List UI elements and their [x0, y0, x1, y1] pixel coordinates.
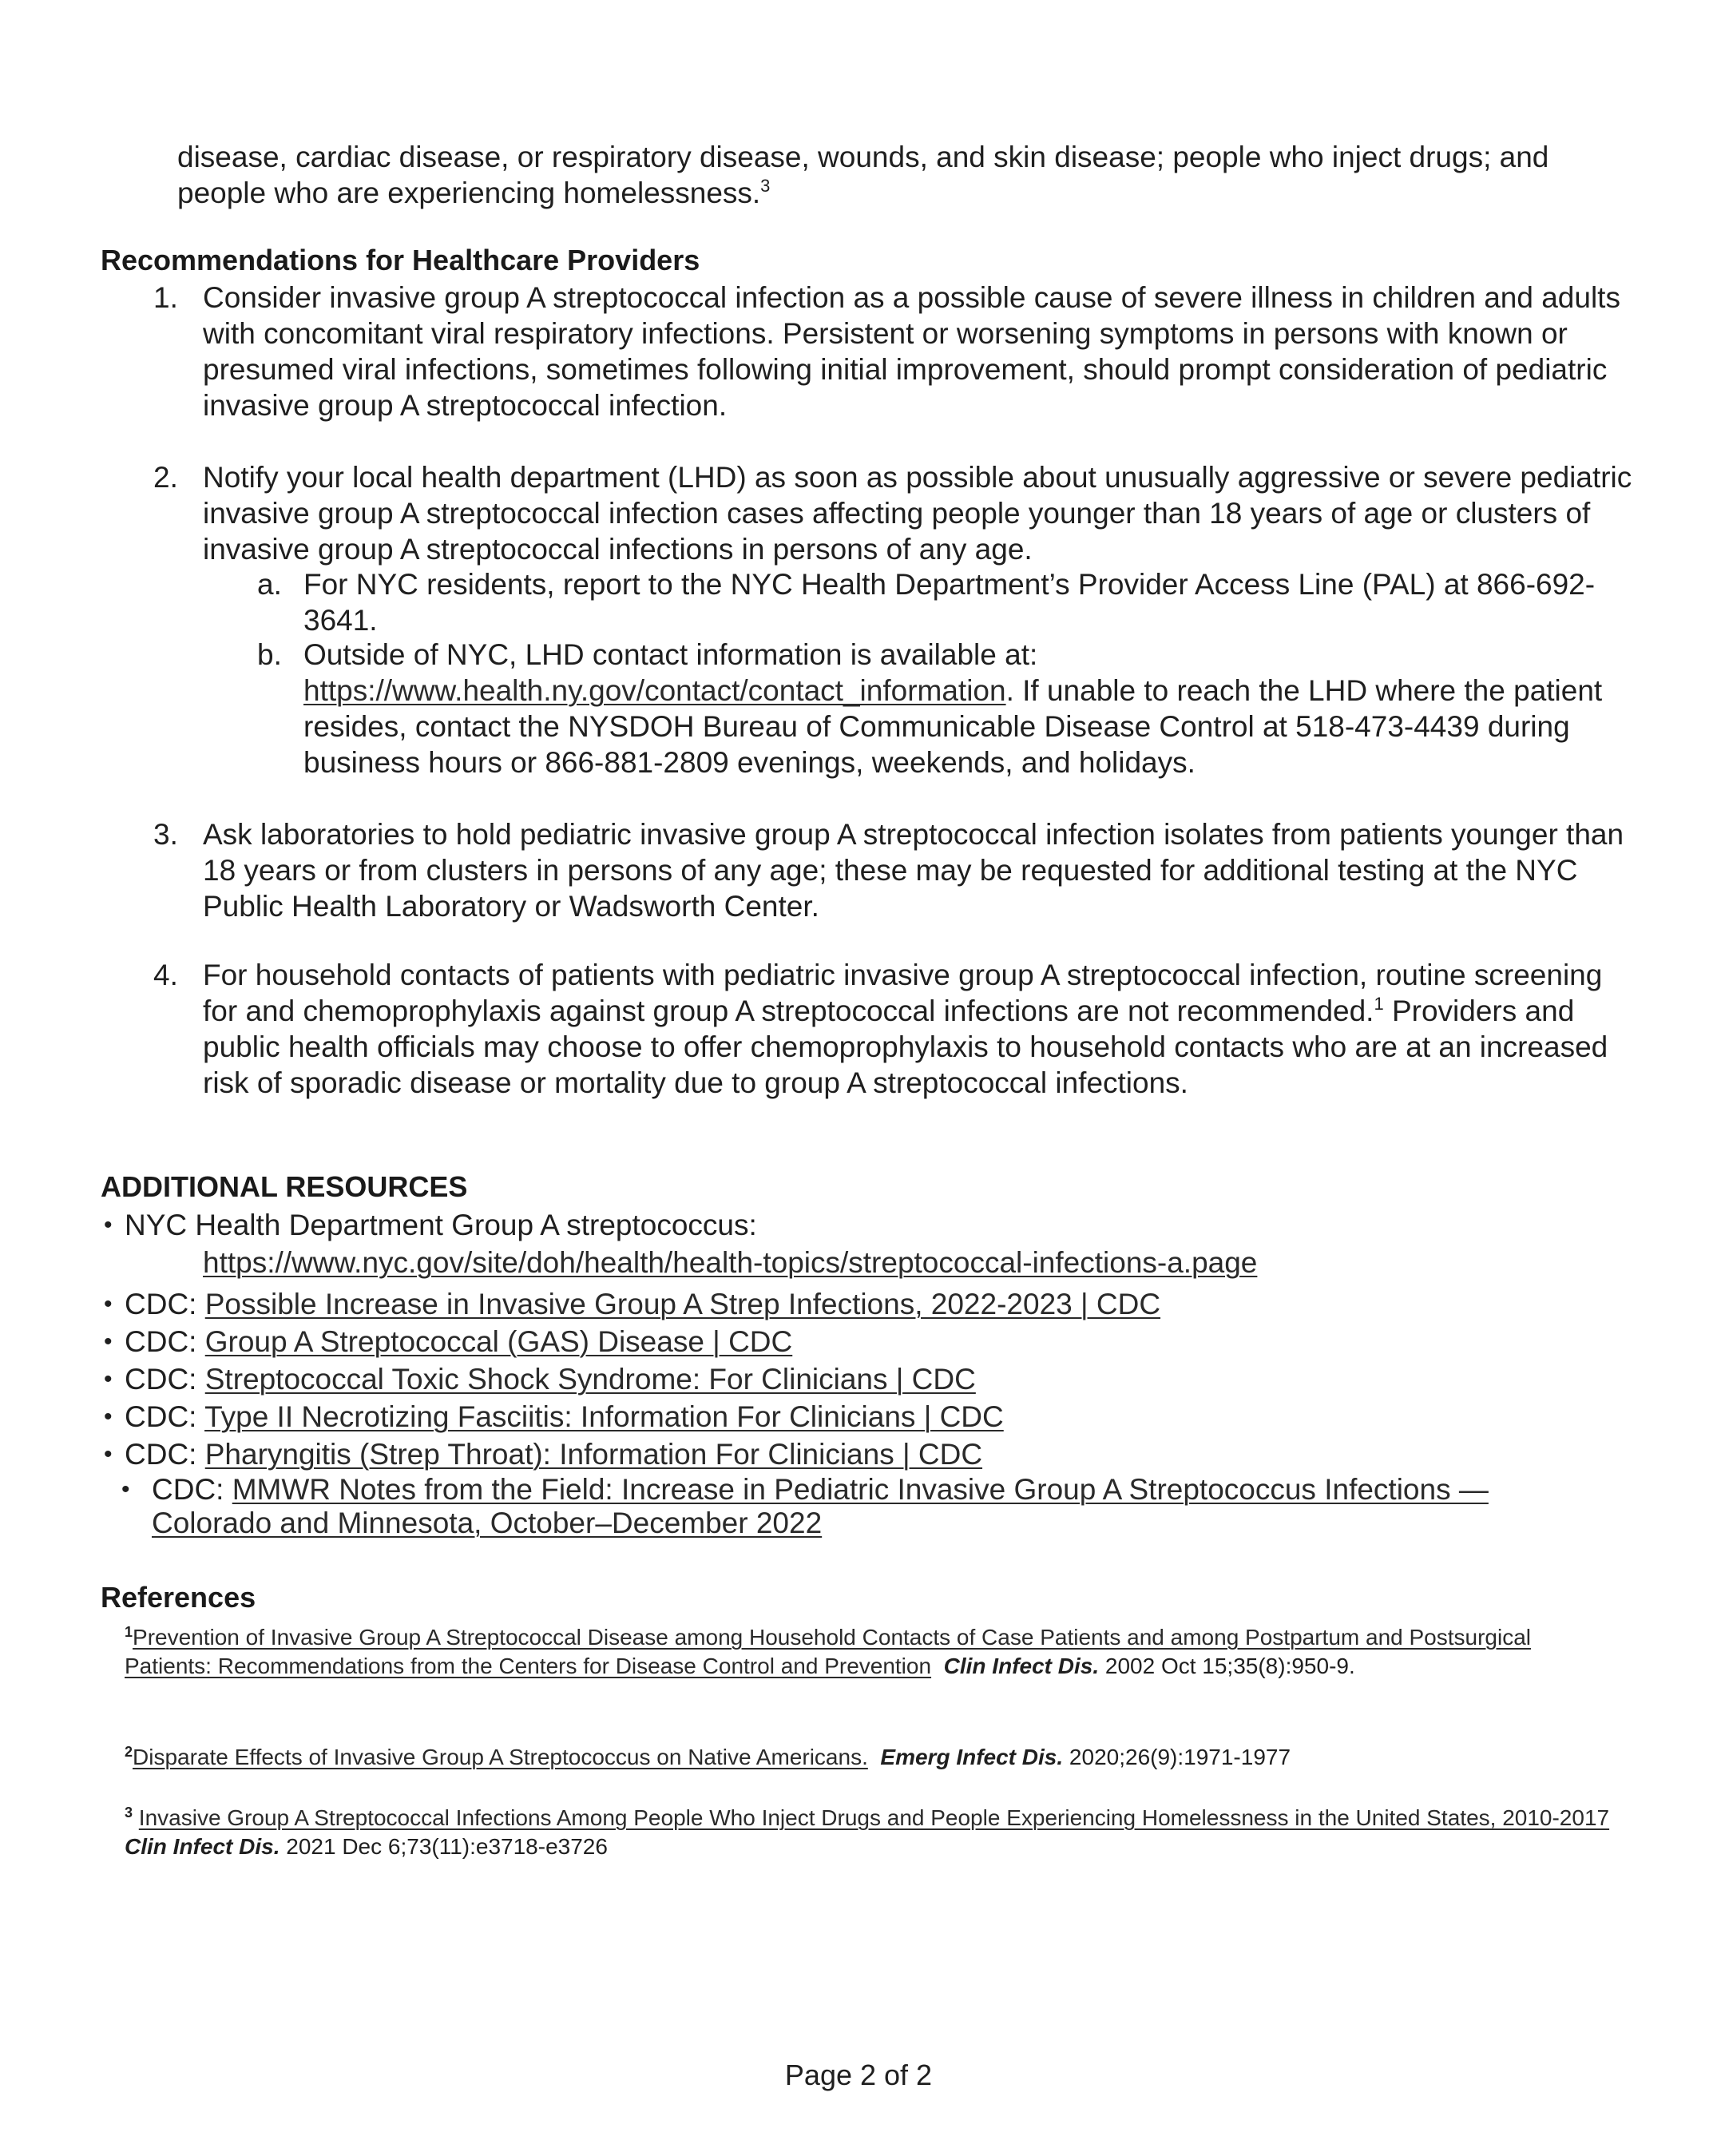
reference-journal: Emerg Infect Dis.: [880, 1745, 1064, 1769]
bullet-icon: •: [121, 1476, 130, 1503]
resource-item-cdc-increase: [104, 1285, 1642, 1323]
reference-citation: 2020;26(9):1971-1977: [1069, 1745, 1291, 1769]
reference-2: [125, 1743, 1618, 1772]
cdc-mmwr-link[interactable]: MMWR Notes from the Field: Increase in Pediatric Invasive Group A Streptococcus Infections — Colorado and Minnesota, October–December 2022: [152, 1473, 1489, 1539]
reference-3-link[interactable]: Invasive Group A Streptococcal Infections Among People Who Inject Drugs and People Experiencing Homelessness in the United States, 2010-2017: [138, 1805, 1610, 1830]
reference-3: [125, 1804, 1618, 1861]
references-heading: References: [101, 1581, 256, 1614]
reference-journal: Clin Infect Dis.: [125, 1834, 280, 1859]
footnote-marker: 3: [760, 176, 771, 196]
resource-prefix: CDC:: [125, 1363, 205, 1396]
recommendation-item-2: [153, 459, 1634, 567]
reference-2-link[interactable]: Disparate Effects of Invasive Group A Streptococcus on Native Americans.: [133, 1745, 868, 1769]
cdc-increase-link[interactable]: Possible Increase in Invasive Group A Strep Infections, 2022-2023 | CDC: [204, 1288, 1161, 1320]
resource-item-cdc-stss: [104, 1360, 1642, 1398]
item-number: 1.: [153, 281, 178, 314]
lhd-contact-link[interactable]: https://www.health.ny.gov/contact/contact_information: [303, 674, 1006, 707]
cdc-pharyngitis-link[interactable]: Pharyngitis (Strep Throat): Information For Clinicians | CDC: [204, 1438, 983, 1471]
page-number: Page 2 of 2: [784, 2059, 933, 2091]
recommendation-item-4: [153, 957, 1634, 1101]
reference-1: [125, 1623, 1618, 1681]
reference-journal: Clin Infect Dis.: [943, 1654, 1100, 1678]
reference-number: 3: [125, 1805, 133, 1820]
nyc-gas-link[interactable]: https://www.nyc.gov/site/doh/health/health-topics/streptococcal-infections-a.page: [203, 1246, 1258, 1279]
reference-number: 1: [125, 1624, 133, 1640]
item-text: Ask laboratories to hold pediatric invasive group A streptococcal infection isolates from patients younger than 18 years or from clusters in persons of any age; these may be requested for additional testing at the NYC Public Health Laboratory or Wadsworth Center.: [203, 818, 1624, 923]
item-number: 3.: [153, 818, 178, 851]
resources-heading: ADDITIONAL RESOURCES: [101, 1170, 468, 1203]
reference-number: 2: [125, 1744, 133, 1760]
reference-citation: 2002 Oct 15;35(8):950-9.: [1104, 1654, 1355, 1678]
reference-citation: 2021 Dec 6;73(11):e3718-e3726: [286, 1834, 608, 1859]
bullet-icon: •: [104, 1212, 113, 1238]
item-text-after: Providers and public health officials may choose to offer chemoprophylaxis to household contacts who are at an increased risk of sporadic disease or mortality due to group A streptococcal infections.: [203, 995, 1608, 1099]
recommendation-item-1: [153, 280, 1634, 423]
resource-item-cdc-mmwr: [121, 1473, 1613, 1540]
item-number: 4.: [153, 959, 178, 991]
resource-item-nyc: [104, 1206, 1642, 1281]
item-text-before: For household contacts of patients with pediatric invasive group A streptococcal infection, routine screening for and chemoprophylaxis against group A streptococcal infections are not recommended.: [203, 959, 1603, 1027]
subitem-text: For NYC residents, report to the NYC Health Department’s Provider Access Line (PAL) at 866-692-3641.: [303, 568, 1596, 637]
intro-line-2: people who are experiencing homelessness.$^3$: [177, 176, 771, 209]
bullet-icon: •: [104, 1291, 113, 1317]
bullet-icon: •: [104, 1441, 113, 1467]
cdc-stss-link[interactable]: Streptococcal Toxic Shock Syndrome: For Clinicians | CDC: [204, 1363, 976, 1396]
recommendation-subitem-a: [257, 566, 1629, 638]
resource-prefix: CDC:: [125, 1288, 205, 1320]
item-number: 2.: [153, 461, 178, 494]
resource-prefix: CDC:: [125, 1325, 205, 1358]
resource-item-cdc-gas: [104, 1323, 1642, 1360]
resource-prefix: CDC:: [125, 1400, 205, 1433]
subitem-letter: a.: [257, 568, 282, 601]
bullet-icon: •: [104, 1328, 113, 1355]
intro-paragraph: [177, 139, 1647, 211]
resource-item-cdc-nf: [104, 1398, 1642, 1435]
resource-label: NYC Health Department Group A streptococcus:: [125, 1209, 757, 1241]
cdc-gas-link[interactable]: Group A Streptococcal (GAS) Disease | CDC: [204, 1325, 793, 1358]
recommendation-item-3: [153, 816, 1634, 924]
resource-prefix: CDC:: [152, 1473, 232, 1506]
subitem-letter: b.: [257, 638, 282, 671]
reference-1-link[interactable]: Prevention of Invasive Group A Streptococcal Disease among Household Contacts of Case Patients and among Postpartum and Postsurgical Patients: Recommendations from the Centers for Disease Control and Prevention: [125, 1625, 1531, 1678]
item-text: Consider invasive group A streptococcal infection as a possible cause of severe illness in children and adults with concomitant viral respiratory infections. Persistent or worsening symptoms in persons with known or presumed viral infections, sometimes following initial improvement, should prompt consideration of pediatric invasive group A streptococcal infection.: [203, 281, 1620, 422]
bullet-icon: •: [104, 1404, 113, 1430]
recommendation-subitem-b: [257, 637, 1613, 780]
resource-item-cdc-pharyngitis: [104, 1435, 1642, 1473]
footnote-marker: 1: [1374, 994, 1384, 1014]
recommendations-heading: Recommendations for Healthcare Providers: [101, 244, 700, 276]
cdc-nf-link[interactable]: Type II Necrotizing Fasciitis: Information For Clinicians | CDC: [204, 1400, 1004, 1433]
subitem-text-after: . If unable to reach the LHD where the patient resides, contact the NYSDOH Bureau of Communicable Disease Control at 518-473-4439 during business hours or 866-881-2809 evenings, weekends, and holidays.: [303, 674, 1603, 779]
subitem-text-before: Outside of NYC, LHD contact information is available at:: [303, 638, 1038, 671]
intro-line-1: disease, cardiac disease, or respiratory disease, wounds, and skin disease; people who inject drugs; and: [177, 141, 1549, 173]
item-text: Notify your local health department (LHD) as soon as possible about unusually aggressive or severe pediatric invasive group A streptococcal infection cases affecting people younger than 18 years of age or clusters of invasive group A streptococcal infections in persons of any age.: [203, 461, 1632, 566]
resource-prefix: CDC:: [125, 1438, 205, 1471]
bullet-icon: •: [104, 1366, 113, 1392]
